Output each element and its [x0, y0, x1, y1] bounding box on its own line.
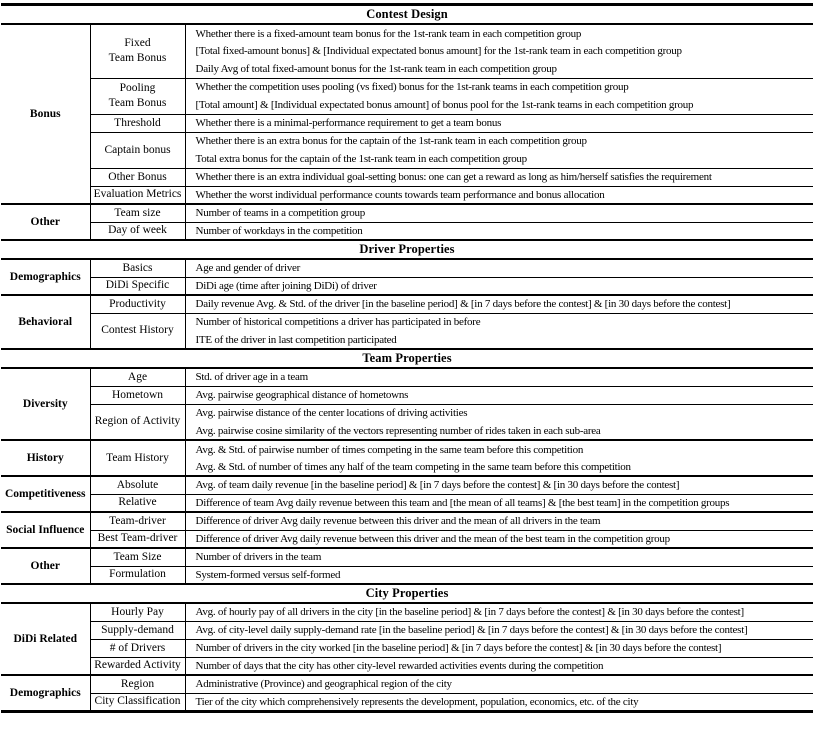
- category-cell: History: [1, 440, 90, 476]
- table-row: [1, 693, 813, 711]
- subcategory-label-line: Team Bonus: [108, 52, 167, 65]
- description-cell: ITE of the driver in last competition participated: [195, 333, 397, 346]
- subcategory-cell: [90, 548, 185, 566]
- subcategory-cell: [90, 657, 185, 675]
- subcategory-cell: [90, 295, 185, 313]
- subcategory-cell: [90, 621, 185, 639]
- description-cell: Whether there is a minimal-performance requirement to get a team bonus: [185, 114, 813, 132]
- description-cell: Number of workdays in the competition: [185, 222, 813, 240]
- table-row: [1, 530, 813, 548]
- section-title-row: [1, 240, 813, 259]
- section-header: Driver Properties: [1, 240, 813, 259]
- description-cell: Whether there is a fixed-amount team bonus for the 1st-rank team in each competition group: [185, 24, 813, 42]
- table-row: [1, 114, 813, 132]
- description-cell: Avg. of team daily revenue [in the baseline period] & [in 7 days before the contest] & [in 30 days before the contest]: [185, 476, 813, 494]
- table-row: [1, 440, 813, 458]
- subcategory-label-line: Fixed: [124, 37, 151, 50]
- subcategory-label-line: Other Bonus: [108, 170, 167, 183]
- description-cell: Difference of driver Avg daily revenue between this driver and the mean of all drivers in the team: [185, 512, 813, 530]
- table-row: [1, 404, 813, 422]
- subcategory-cell: [90, 386, 185, 404]
- table-row: [1, 259, 813, 277]
- subcategory-label-line: Region of Activity: [94, 415, 181, 428]
- subcategory-cell: [90, 440, 185, 476]
- subcategory-cell: [90, 603, 185, 621]
- subcategory-label-line: Supply-demand: [101, 623, 174, 636]
- category-cell: Demographics: [1, 259, 90, 295]
- description-cell: Number of drivers in the team: [185, 548, 813, 566]
- subcategory-cell: [90, 132, 185, 168]
- description-cell: [Total amount] & [Individual expectated bonus amount] of bonus pool for the 1st-rank teams in each competition group: [195, 98, 694, 111]
- subcategory-cell: [90, 277, 185, 295]
- description-cell: Avg. pairwise cosine similarity of the vectors representing number of rides taken in each sub-area: [195, 424, 601, 437]
- section-header: Contest Design: [1, 5, 813, 25]
- section-title-row: [1, 5, 813, 25]
- description-cell: Avg. of hourly pay of all drivers in the city [in the baseline period] & [in 7 days before the contest] & [in 30 days before the contest]: [185, 603, 813, 621]
- category-cell: Other: [1, 204, 90, 240]
- features-table-body: [1, 5, 813, 712]
- subcategory-label-line: Captain bonus: [104, 143, 171, 156]
- table-row: [1, 168, 813, 186]
- subcategory-cell: [90, 78, 185, 114]
- table-row: [1, 204, 813, 222]
- table-row: [1, 512, 813, 530]
- table-row: [1, 368, 813, 386]
- subcategory-label-line: Basics: [122, 261, 153, 274]
- subcategory-label-line: Rewarded Activity: [94, 659, 181, 672]
- description-cell: Difference of driver Avg daily revenue between this driver and the mean of the best team in the competition group: [185, 530, 813, 548]
- description-cell: Avg. & Std. of number of times any half of the team competing in the same team before this competition: [195, 460, 631, 473]
- section-header: City Properties: [1, 584, 813, 603]
- category-cell: Behavioral: [1, 295, 90, 349]
- features-table: [1, 3, 813, 713]
- description-cell: Difference of team Avg daily revenue between this team and [the mean of all teams] & [the best team] in the competition groups: [185, 494, 813, 512]
- subcategory-label-line: Age: [127, 370, 148, 383]
- subcategory-label-line: Team-driver: [109, 514, 166, 527]
- table-row: [1, 132, 813, 150]
- subcategory-cell: [90, 313, 185, 349]
- subcategory-cell: [90, 566, 185, 584]
- table-row: [1, 494, 813, 512]
- subcategory-label-line: Region: [120, 677, 155, 690]
- description-cell: Number of drivers in the city worked [in the baseline period] & [in 7 days before the contest] & [in 30 days before the contest]: [185, 639, 813, 657]
- table-row: [1, 548, 813, 566]
- table-row: [1, 24, 813, 42]
- subcategory-cell: [90, 530, 185, 548]
- subcategory-cell: [90, 494, 185, 512]
- description-cell: Daily Avg of total fixed-amount bonus for the 1st-rank team in each competition group: [195, 62, 557, 75]
- subcategory-cell: [90, 476, 185, 494]
- subcategory-cell: [90, 186, 185, 204]
- subcategory-label-line: Hometown: [111, 388, 164, 401]
- section-title-row: [1, 584, 813, 603]
- table-row: [1, 78, 813, 96]
- table-row: [1, 621, 813, 639]
- subcategory-label-line: Threshold: [114, 116, 161, 129]
- subcategory-label-line: # of Drivers: [109, 641, 166, 654]
- subcategory-cell: [90, 639, 185, 657]
- table-row: [1, 222, 813, 240]
- description-cell: Administrative (Province) and geographical region of the city: [185, 675, 813, 693]
- subcategory-cell: [90, 168, 185, 186]
- category-cell: Bonus: [1, 24, 90, 204]
- description-cell: Daily revenue Avg. & Std. of the driver [in the baseline period] & [in 7 days before the contest] & [in 30 days before the contest]: [185, 295, 813, 313]
- subcategory-label-line: Team size: [114, 206, 161, 219]
- description-cell: Avg. pairwise distance of the center locations of driving activities: [185, 404, 813, 422]
- description-cell: Avg. & Std. of pairwise number of times competing in the same team before this competition: [185, 440, 813, 458]
- subcategory-label-line: Absolute: [116, 478, 159, 491]
- description-cell: Number of historical competitions a driver has participated in before: [185, 313, 813, 331]
- category-cell: Demographics: [1, 675, 90, 711]
- category-cell: Competitiveness: [1, 476, 90, 512]
- description-cell: Tier of the city which comprehensively represents the development, population, economics, etc. of the city: [185, 693, 813, 711]
- subcategory-label-line: Productivity: [109, 297, 166, 310]
- table-row: [1, 277, 813, 295]
- description-cell: Whether there is an extra individual goal-setting bonus: one can get a reward as long as him/herself satisfies the requirement: [185, 168, 813, 186]
- subcategory-label-line: Day of week: [108, 224, 167, 237]
- subcategory-cell: [90, 404, 185, 440]
- description-cell: Whether the competition uses pooling (vs fixed) bonus for the 1st-rank teams in each competition group: [185, 78, 813, 96]
- description-cell: Whether there is an extra bonus for the captain of the 1st-rank team in each competition group: [185, 132, 813, 150]
- subcategory-label-line: Team History: [106, 451, 169, 464]
- subcategory-cell: [90, 693, 185, 711]
- table-row: [1, 313, 813, 331]
- subcategory-cell: [90, 259, 185, 277]
- subcategory-label-line: DiDi Specific: [105, 279, 170, 292]
- subcategory-label-line: Relative: [118, 496, 157, 509]
- subcategory-label-line: City Classification: [94, 695, 181, 708]
- subcategory-label-line: Hourly Pay: [111, 605, 164, 618]
- subcategory-label-line: Contest History: [101, 324, 174, 337]
- subcategory-label-line: Best Team-driver: [97, 532, 178, 545]
- section-title-row: [1, 349, 813, 368]
- table-row: [1, 386, 813, 404]
- subcategory-cell: [90, 512, 185, 530]
- subcategory-label-line: Evaluation Metrics: [93, 188, 182, 201]
- table-row: [1, 675, 813, 693]
- subcategory-cell: [90, 24, 185, 78]
- table-row: [1, 186, 813, 204]
- table-row: [1, 657, 813, 675]
- table-row: [1, 295, 813, 313]
- subcategory-cell: [90, 368, 185, 386]
- subcategory-label-line: Team Bonus: [108, 97, 167, 109]
- category-cell: Social Influence: [1, 512, 90, 548]
- table-row: [1, 476, 813, 494]
- description-cell: Std. of driver age in a team: [185, 368, 813, 386]
- description-cell: Whether the worst individual performance counts towards team performance and bonus allocation: [185, 186, 813, 204]
- subcategory-cell: [90, 204, 185, 222]
- description-cell: System-formed versus self-formed: [185, 566, 813, 584]
- table-row: [1, 603, 813, 621]
- category-cell: Diversity: [1, 368, 90, 440]
- subcategory-label-line: Pooling: [119, 82, 156, 95]
- description-cell: Number of teams in a competition group: [185, 204, 813, 222]
- subcategory-cell: [90, 675, 185, 693]
- subcategory-label-line: Team Size: [113, 550, 162, 563]
- description-cell: Age and gender of driver: [185, 259, 813, 277]
- table-row: [1, 566, 813, 584]
- subcategory-cell: [90, 222, 185, 240]
- category-cell: DiDi Related: [1, 603, 90, 675]
- description-cell: Avg. pairwise geographical distance of hometowns: [185, 386, 813, 404]
- category-cell: Other: [1, 548, 90, 584]
- description-cell: DiDi age (time after joining DiDi) of driver: [185, 277, 813, 295]
- table-row: [1, 639, 813, 657]
- description-cell: Total extra bonus for the captain of the 1st-rank team in each competition group: [195, 152, 527, 165]
- description-cell: Number of days that the city has other city-level rewarded activities events during the competition: [185, 657, 813, 675]
- section-header: Team Properties: [1, 349, 813, 368]
- description-cell: [Total fixed-amount bonus] & [Individual expectated bonus amount] for the 1st-rank team in each competition group: [195, 45, 682, 57]
- subcategory-cell: [90, 114, 185, 132]
- subcategory-label-line: Formulation: [109, 568, 166, 581]
- description-cell: Avg. of city-level daily supply-demand rate [in the baseline period] & [in 7 days before the contest] & [in 30 days before the contest]: [185, 621, 813, 639]
